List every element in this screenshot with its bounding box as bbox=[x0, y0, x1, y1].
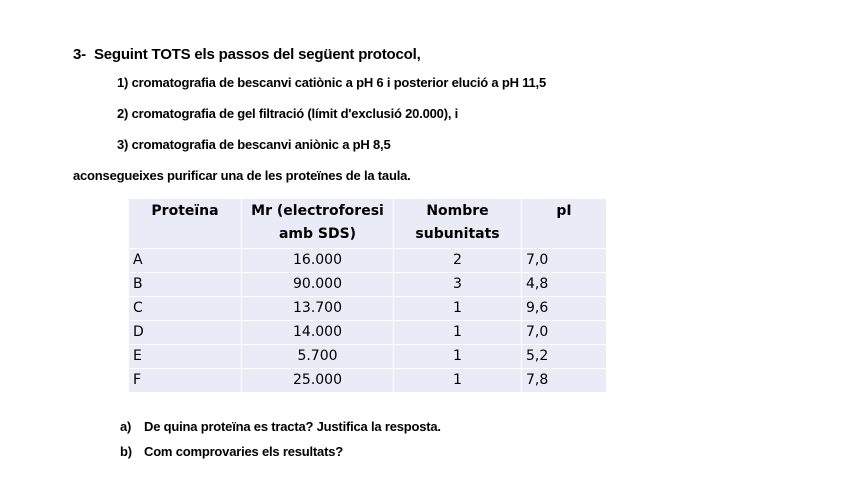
pi-cell: 7,0 bbox=[522, 321, 607, 345]
column-header-mr-line2: amb SDS) bbox=[278, 226, 357, 242]
subunits-cell: 1 bbox=[394, 297, 522, 321]
protein-name-cell: A bbox=[129, 249, 242, 273]
protocol-step-2: 2) cromatografia de gel filtració (límit d'exclusió 20.000), i bbox=[117, 106, 459, 121]
exercise-heading-text: Seguint TOTS els passos del següent protocol, bbox=[93, 46, 421, 63]
pi-cell: 4,8 bbox=[522, 273, 607, 297]
protein-name-cell: C bbox=[129, 297, 242, 321]
column-header-mr-line1: Mr (electroforesi bbox=[251, 203, 384, 219]
protein-name-cell: B bbox=[129, 273, 242, 297]
pi-cell: 7,0 bbox=[522, 249, 607, 273]
table-row bbox=[129, 369, 607, 393]
column-header-mr bbox=[242, 199, 394, 249]
pi-cell: 9,6 bbox=[522, 297, 607, 321]
exercise-heading bbox=[73, 46, 421, 63]
column-header-protein: Proteïna bbox=[129, 199, 242, 249]
mr-cell: 25.000 bbox=[242, 369, 394, 393]
question-a bbox=[120, 419, 441, 434]
question-b-text: Com comprovaries els resultats? bbox=[144, 444, 343, 459]
mr-cell: 16.000 bbox=[242, 249, 394, 273]
column-header-subunits-line1: Nombre bbox=[426, 203, 489, 219]
protein-name-cell: F bbox=[129, 369, 242, 393]
column-header-subunits bbox=[394, 199, 522, 249]
table-header-row bbox=[129, 199, 607, 249]
subunits-cell: 2 bbox=[394, 249, 522, 273]
subunits-cell: 1 bbox=[394, 321, 522, 345]
question-a-text: De quina proteïna es tracta? Justifica la resposta. bbox=[144, 419, 441, 434]
table-row bbox=[129, 273, 607, 297]
question-a-label: a) bbox=[120, 419, 132, 434]
protocol-step-1: 1) cromatografia de bescanvi catiònic a pH 6 i posterior elució a pH 11,5 bbox=[117, 75, 546, 90]
subunits-cell: 1 bbox=[394, 345, 522, 369]
column-header-pi: pI bbox=[522, 199, 607, 249]
mr-cell: 13.700 bbox=[242, 297, 394, 321]
pi-cell: 7,8 bbox=[522, 369, 607, 393]
pi-cell: 5,2 bbox=[522, 345, 607, 369]
question-b-label: b) bbox=[120, 444, 132, 459]
protocol-step-3: 3) cromatografia de bescanvi aniònic a pH 8,5 bbox=[117, 137, 391, 152]
mr-cell: 5.700 bbox=[242, 345, 394, 369]
protein-name-cell: D bbox=[129, 321, 242, 345]
question-b bbox=[120, 444, 343, 459]
mr-cell: 90.000 bbox=[242, 273, 394, 297]
table-row bbox=[129, 345, 607, 369]
mr-cell: 14.000 bbox=[242, 321, 394, 345]
subunits-cell: 3 bbox=[394, 273, 522, 297]
protein-table bbox=[128, 198, 607, 393]
subunits-cell: 1 bbox=[394, 369, 522, 393]
table-row bbox=[129, 249, 607, 273]
protein-name-cell: E bbox=[129, 345, 242, 369]
column-header-subunits-line2: subunitats bbox=[415, 226, 500, 242]
exercise-conclusion: aconsegueixes purificar una de les proteïnes de la taula. bbox=[73, 168, 411, 183]
exercise-number: 3- bbox=[73, 46, 86, 63]
table-row bbox=[129, 321, 607, 345]
table-row bbox=[129, 297, 607, 321]
